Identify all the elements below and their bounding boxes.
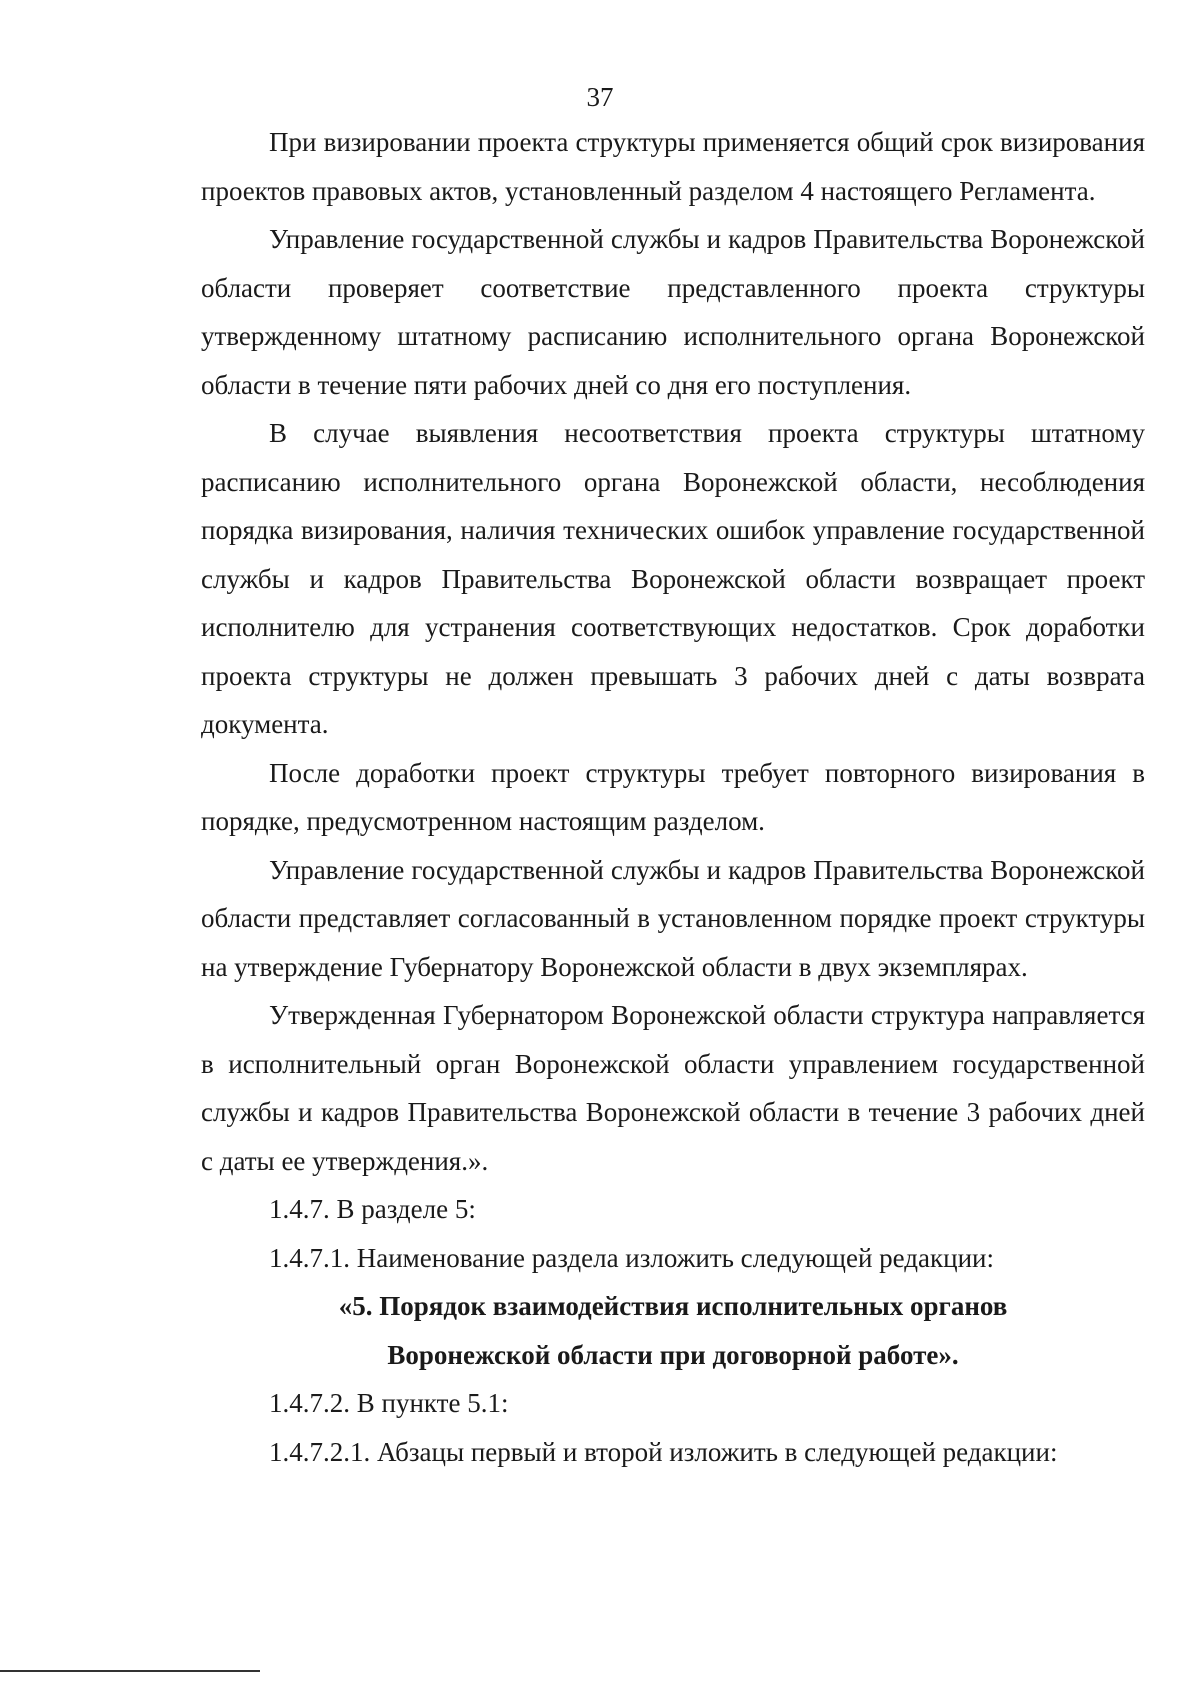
section-heading	[201, 1282, 1145, 1379]
section-heading-line-1: «5. Порядок взаимодействия исполнительных органов	[338, 1291, 1008, 1321]
paragraph-9: 1.4.7.2. В пункте 5.1:	[269, 1388, 509, 1418]
paragraph-10: 1.4.7.2.1. Абзацы первый и второй изложить в следующей редакции:	[269, 1436, 1058, 1467]
paragraph-6: Утвержденная Губернатором Воронежской области структура направляется в исполнительный орган Воронежской области управлением государственной службы и кадров Правительства Воронежской области в течение 3 рабочих дней с даты ее утверждения.».	[201, 1000, 1145, 1176]
paragraph-1: При визировании проекта структуры применяется общий срок визирования проектов правовых актов, установленный разделом 4 настоящего Регламента.	[201, 127, 1145, 206]
page-number: 37	[586, 82, 614, 112]
footnote-rule	[0, 1670, 260, 1672]
paragraph-7: 1.4.7. В разделе 5:	[269, 1194, 476, 1224]
document-body	[201, 118, 1145, 1476]
section-heading-line-2: Воронежской области при договорной работе».	[387, 1339, 959, 1370]
paragraph-2: Управление государственной службы и кадров Правительства Воронежской области проверяет соответствие представленного проекта структуры утвержденному штатному расписанию исполнительного органа Воронежской области в течение пяти рабочих дней со дня его поступления.	[201, 224, 1145, 400]
paragraph-4: После доработки проект структуры требует повторного визирования в порядке, предусмотренном настоящим разделом.	[201, 757, 1145, 836]
paragraph-5: Управление государственной службы и кадров Правительства Воронежской области представляет согласованный в установленном порядке проект структуры на утверждение Губернатору Воронежской области в двух экземплярах.	[201, 854, 1145, 982]
paragraph-8: 1.4.7.1. Наименование раздела изложить следующей редакции:	[269, 1242, 994, 1273]
paragraph-3: В случае выявления несоответствия проекта структуры штатному расписанию исполнительного органа Воронежской области, несоблюдения порядка визирования, наличия технических ошибок управление государственной службы и кадров Правительства Воронежской области возвращает проект исполнителю для устранения соответствующих недостатков. Срок доработки проекта структуры не должен превышать 3 рабочих дней с даты возврата документа.	[201, 418, 1145, 739]
